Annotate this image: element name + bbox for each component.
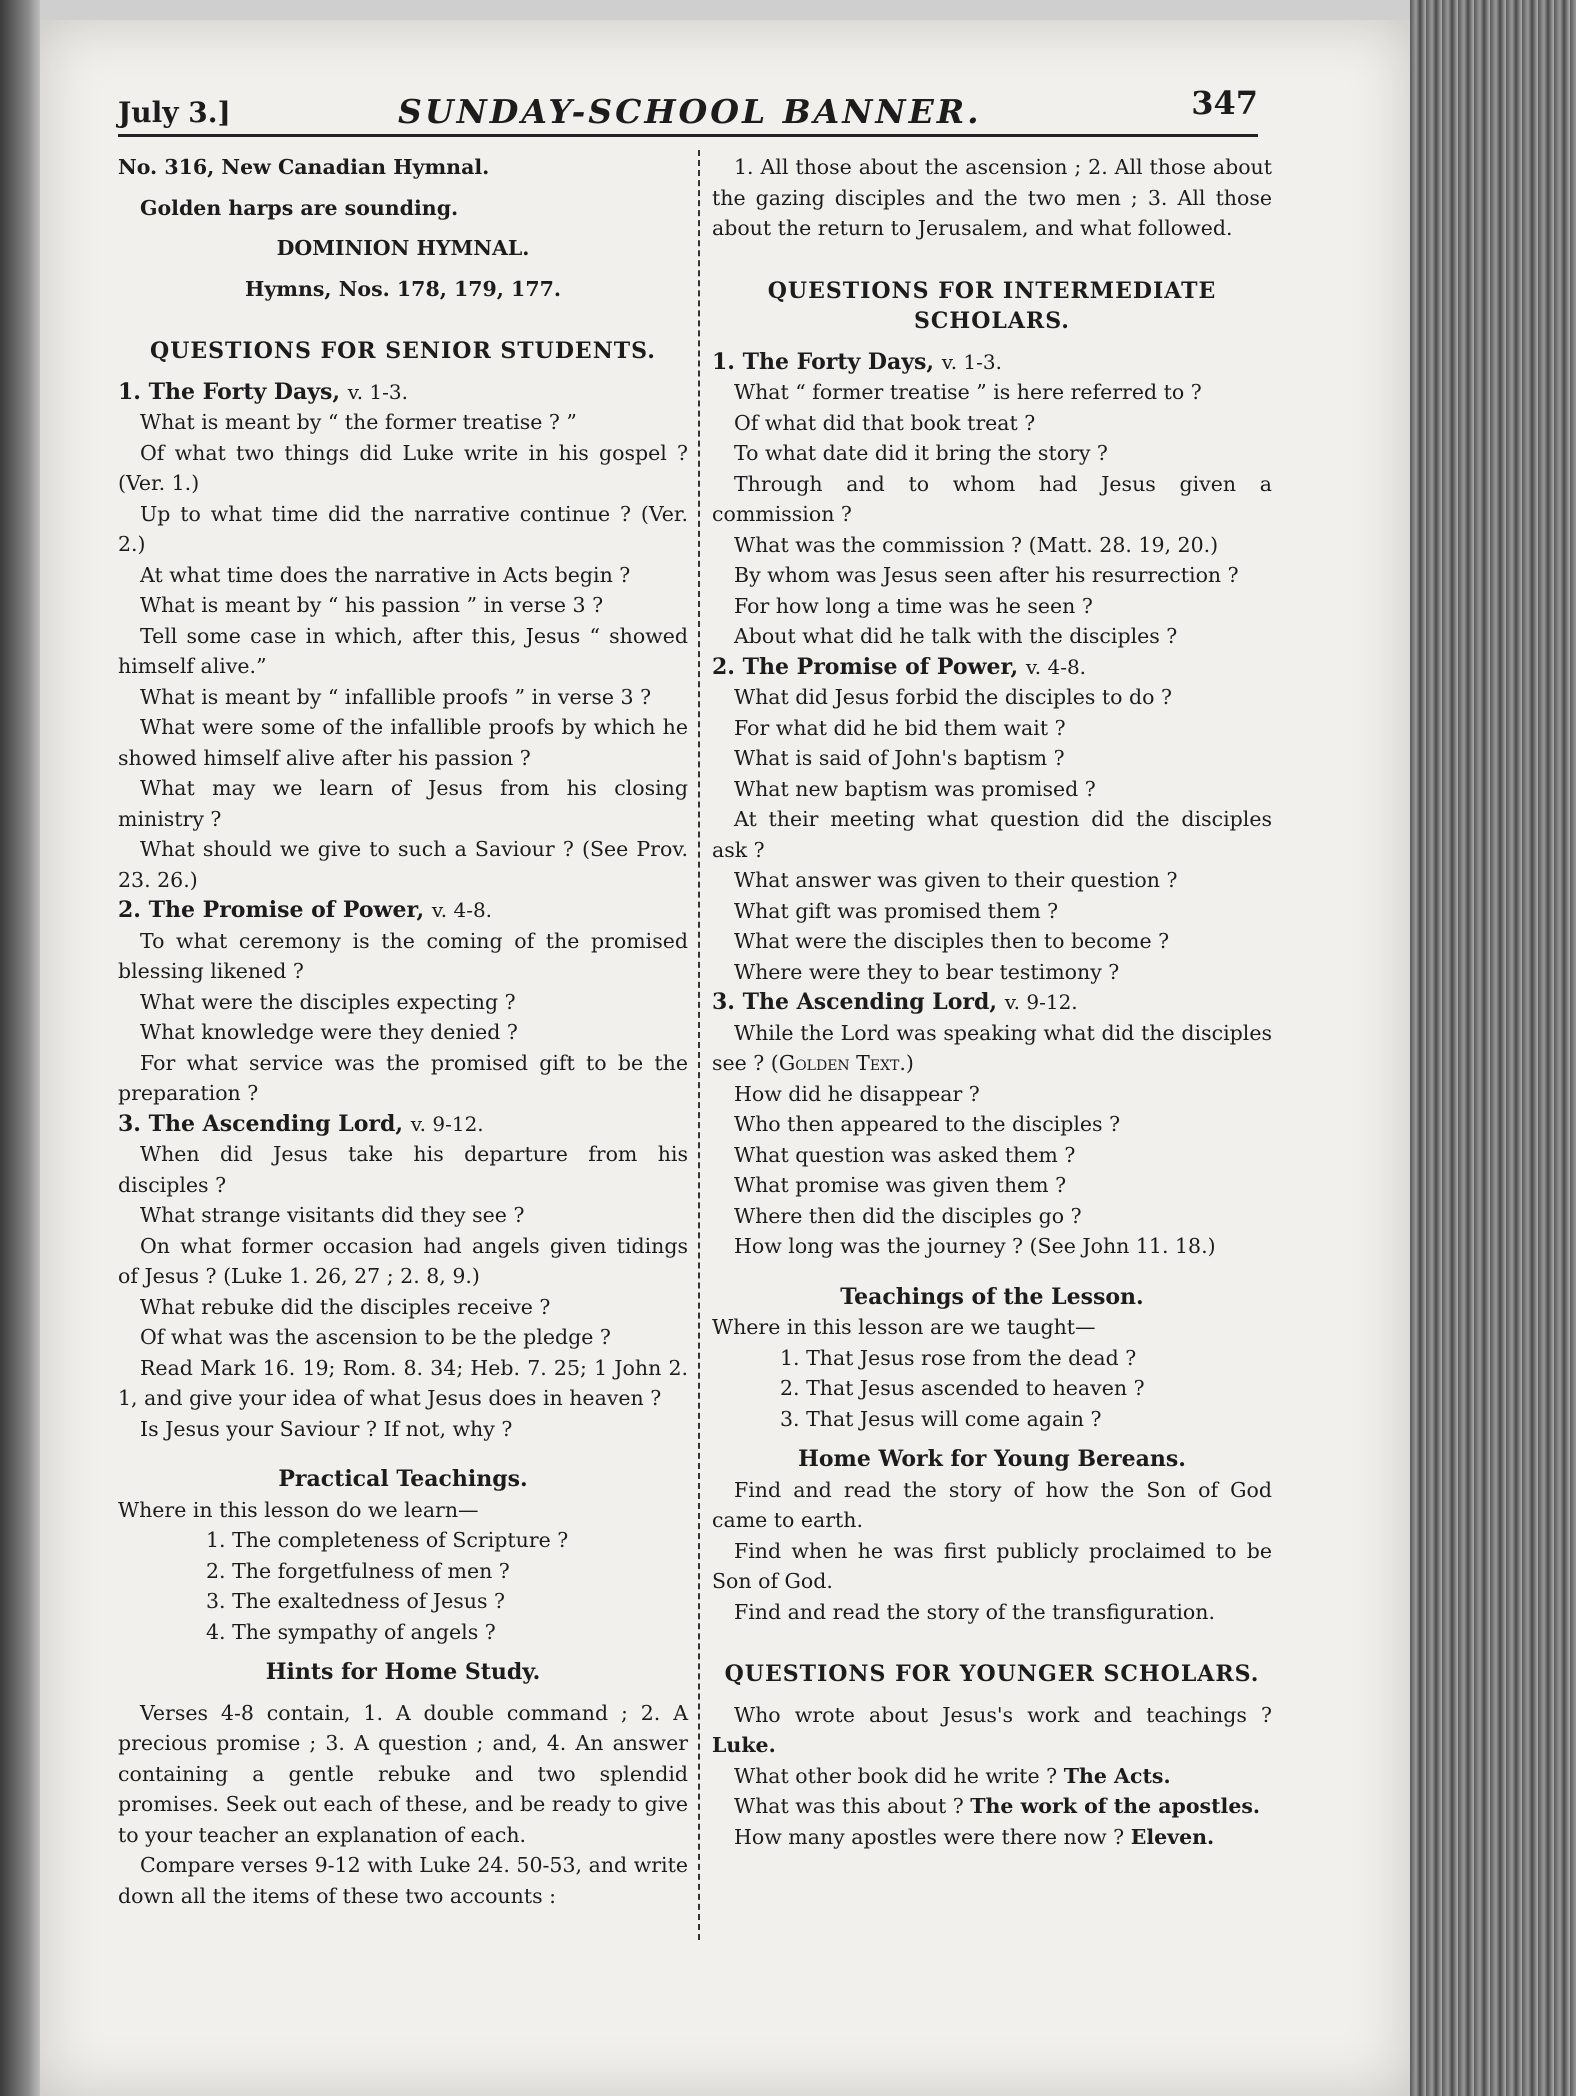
question-line: Who then appeared to the disciples ? <box>734 1112 1121 1136</box>
question-line: What promise was given them ? <box>734 1173 1067 1197</box>
practical-item: 1. The completeness of Scripture ? <box>206 1528 569 1552</box>
section-title-text: 3. The Ascending Lord, <box>118 1110 404 1137</box>
practical-intro: Where in this lesson do we learn— <box>118 1497 479 1522</box>
question-line: What is meant by “ his passion ” in verse 3 ? <box>140 593 604 617</box>
answer-text: Luke. <box>712 1733 776 1757</box>
intermediate-scholars-heading: QUESTIONS FOR INTERMEDIATE SCHOLARS. <box>767 277 1217 334</box>
question-line: Of what was the ascension to be the pledge ? <box>140 1325 611 1349</box>
question-line: At what time does the narrative in Acts begin ? <box>140 562 631 587</box>
question-line: To what date did it bring the story ? <box>734 441 1108 465</box>
page-stack-edge <box>1410 0 1576 2096</box>
question-line: For what did he bid them wait ? <box>734 715 1066 740</box>
left-column <box>118 152 688 1911</box>
question-line: What is meant by “ the former treatise ? ” <box>140 410 577 434</box>
intermediate-section-3-title <box>712 987 1272 1018</box>
question-line: How did he disappear ? <box>734 1081 980 1106</box>
question-line: What “ former treatise ” is here referred to ? <box>734 380 1202 404</box>
question-line: About what did he talk with the disciples ? <box>734 624 1178 648</box>
hints-paragraph: Verses 4-8 contain, 1. A double command ; 2. A precious promise ; 3. A question ; and, 4. An answer containing a gentle rebuke and two splendid promises. Seek out each of these, and be ready to give to your teacher an explanation of each. <box>118 1700 688 1847</box>
question-line: Read Mark 16. 19; Rom. 8. 34; Heb. 7. 25; 1 John 2. 1, and give your idea of what Jesus does in heaven ? <box>118 1355 688 1410</box>
question-answer-line <box>712 1822 1272 1853</box>
section-title-text: 3. The Ascending Lord, <box>712 989 998 1015</box>
question-line: Up to what time did the narrative continue ? (Ver. 2.) <box>118 501 688 556</box>
question-line: What was the commission ? (Matt. 28. 19, 20.) <box>734 532 1219 557</box>
question-line: For how long a time was he seen ? <box>734 593 1093 618</box>
hymn-numbers: Hymns, Nos. 178, 179, 177. <box>245 276 561 301</box>
question-text-end: ) <box>905 1051 914 1075</box>
question-line: Of what did that book treat ? <box>734 410 1036 435</box>
question-text: How many apostles were there now ? <box>734 1824 1125 1849</box>
hymn-first-line: Golden harps are sounding. <box>140 195 459 220</box>
question-line: What question was asked them ? <box>734 1142 1076 1167</box>
continuation-paragraph: 1. All those about the ascension ; 2. All those about the gazing disciples and the two men ; 3. All those about the return to Jerusalem, and what followed. <box>712 155 1272 240</box>
teachings-item: 1. That Jesus rose from the dead ? <box>780 1345 1137 1370</box>
header-title: SUNDAY-SCHOOL BANNER. <box>398 92 982 131</box>
teachings-item: 3. That Jesus will come again ? <box>780 1406 1102 1431</box>
hints-paragraph: Compare verses 9-12 with Luke 24. 50-53, and write down all the items of these two accounts : <box>118 1853 688 1908</box>
question-line: How long was the journey ? (See John 11. 18.) <box>734 1234 1216 1258</box>
homework-line: Find when he was first publicly proclaimed to be Son of God. <box>712 1538 1272 1593</box>
question-text: While the Lord was speaking what did the disciples see ? ( <box>712 1020 1272 1075</box>
column-divider <box>698 150 702 1940</box>
golden-text-reference: Golden Text. <box>778 1051 906 1075</box>
question-line: What knowledge were they denied ? <box>140 1020 518 1044</box>
question-answer-line <box>712 1791 1272 1822</box>
question-line: What should we give to such a Saviour ? (See Prov. 23. 26.) <box>118 837 688 892</box>
question-line: What is said of John's baptism ? <box>734 746 1065 770</box>
homework-line: Find and read the story of the transfiguration. <box>734 1599 1215 1624</box>
page-number: 347 <box>1191 84 1258 122</box>
section-verse: v. 4-8. <box>431 898 493 922</box>
section-title-text: 2. The Promise of Power, <box>118 897 425 923</box>
question-line: For what service was the promised gift to be the preparation ? <box>118 1050 688 1105</box>
homework-line: Find and read the story of how the Son of God came to earth. <box>712 1477 1272 1532</box>
intermediate-section-2-title <box>712 652 1272 683</box>
question-line: Is Jesus your Saviour ? If not, why ? <box>140 1416 513 1441</box>
practical-teachings-heading: Practical Teachings. <box>278 1466 528 1492</box>
teachings-intro: Where in this lesson are we taught— <box>712 1315 1096 1339</box>
right-column <box>712 152 1272 1852</box>
question-line: On what former occasion had angels given tidings of Jesus ? (Luke 1. 26, 27 ; 2. 8, 9.) <box>118 1233 688 1288</box>
section-verse: v. 1-3. <box>941 349 1002 374</box>
section-title-text: 1. The Forty Days, <box>712 348 935 375</box>
practical-item: 4. The sympathy of angels ? <box>206 1619 496 1644</box>
running-header <box>118 78 1258 137</box>
question-line: What rebuke did the disciples receive ? <box>140 1294 551 1319</box>
question-line: Where then did the disciples go ? <box>734 1203 1082 1228</box>
intermediate-section-1-title <box>712 347 1272 378</box>
question-text: Who wrote about Jesus's work and teachings ? <box>734 1702 1272 1727</box>
question-line: At their meeting what question did the disciples ask ? <box>712 807 1272 862</box>
senior-section-2-title <box>118 895 688 926</box>
question-line: What new baptism was promised ? <box>734 776 1096 801</box>
question-line: Of what two things did Luke write in his gospel ? (Ver. 1.) <box>118 440 688 495</box>
section-verse: v. 9-12. <box>1004 990 1078 1014</box>
question-line: What gift was promised them ? <box>734 898 1059 923</box>
question-line: What did Jesus forbid the disciples to do ? <box>734 685 1172 709</box>
question-line: What answer was given to their question ? <box>734 868 1178 892</box>
question-line: What is meant by “ infallible proofs ” in verse 3 ? <box>140 684 652 709</box>
dominion-hymnal-heading: DOMINION HYMNAL. <box>276 236 530 260</box>
section-verse: v. 4-8. <box>1025 654 1087 679</box>
question-line: What strange visitants did they see ? <box>140 1203 525 1227</box>
question-line: What were some of the infallible proofs by which he showed himself alive after his passion ? <box>118 715 688 770</box>
question-text: What other book did he write ? <box>734 1763 1058 1788</box>
homework-heading: Home Work for Young Bereans. <box>798 1446 1186 1472</box>
senior-students-heading: QUESTIONS FOR SENIOR STUDENTS. <box>150 338 656 364</box>
question-text: What was this about ? <box>734 1794 964 1818</box>
question-line: By whom was Jesus seen after his resurrection ? <box>734 563 1239 587</box>
practical-item: 3. The exaltedness of Jesus ? <box>206 1589 506 1613</box>
younger-scholars-heading: QUESTIONS FOR YOUNGER SCHOLARS. <box>724 1661 1260 1687</box>
question-line: To what ceremony is the coming of the promised blessing likened ? <box>118 928 688 983</box>
question-line: Where were they to bear testimony ? <box>734 959 1120 984</box>
practical-item: 2. The forgetfulness of men ? <box>206 1558 510 1583</box>
teachings-heading: Teachings of the Lesson. <box>840 1283 1144 1310</box>
section-title-text: 1. The Forty Days, <box>118 378 341 405</box>
question-line: What were the disciples expecting ? <box>140 989 516 1014</box>
question-line: What may we learn of Jesus from his closing ministry ? <box>118 776 688 831</box>
question-answer-line <box>712 1761 1272 1792</box>
header-date: July 3.] <box>118 96 231 129</box>
book-spine-shadow <box>0 0 40 2096</box>
hymn-reference: No. 316, New Canadian Hymnal. <box>118 155 490 179</box>
question-line: Through and to whom had Jesus given a commission ? <box>712 471 1272 526</box>
hints-heading: Hints for Home Study. <box>265 1659 541 1685</box>
section-title-text: 2. The Promise of Power, <box>712 653 1019 680</box>
question-line: What were the disciples then to become ? <box>734 929 1170 953</box>
senior-section-1-title <box>118 377 688 408</box>
section-verse: v. 1-3. <box>347 379 408 404</box>
answer-text: Eleven. <box>1130 1824 1215 1849</box>
question-answer-line <box>712 1700 1272 1761</box>
answer-text: The Acts. <box>1063 1763 1171 1788</box>
question-line <box>712 1018 1272 1079</box>
section-verse: v. 9-12. <box>410 1111 484 1136</box>
question-line: Tell some case in which, after this, Jesus “ showed himself alive.” <box>118 623 688 678</box>
answer-text: The work of the apostles. <box>970 1794 1261 1818</box>
teachings-item: 2. That Jesus ascended to heaven ? <box>780 1376 1145 1400</box>
senior-section-3-title <box>118 1109 688 1140</box>
question-line: When did Jesus take his departure from his disciples ? <box>118 1142 688 1197</box>
